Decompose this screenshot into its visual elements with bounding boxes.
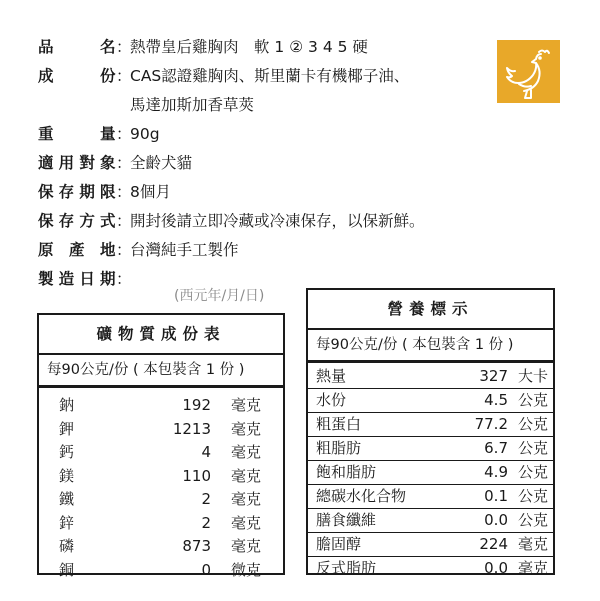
info-label	[38, 178, 116, 207]
nutrient-name: 粗蛋白	[316, 415, 362, 433]
mineral-unit: 毫克	[230, 466, 261, 485]
mineral-unit: 微克	[230, 560, 261, 579]
info-row	[38, 178, 498, 207]
label-char: 象	[99, 154, 116, 172]
mineral-name: 鋅	[59, 513, 75, 532]
info-row	[38, 236, 498, 265]
label-char: 用	[58, 154, 75, 172]
info-colon: ：	[116, 125, 132, 143]
label-char: 造	[58, 270, 75, 288]
mineral-unit: 毫克	[230, 443, 261, 461]
info-colon: ：	[116, 270, 132, 288]
nutrient-value: 4.5	[484, 391, 508, 409]
mineral-row	[39, 559, 283, 583]
nutrient-value: 6.7	[484, 439, 508, 457]
label-char: 限	[99, 183, 116, 201]
date-format-hint: (西元年/月/日)	[174, 288, 265, 304]
info-label	[38, 120, 116, 149]
info-value-text: 8個月	[130, 183, 171, 201]
info-label	[38, 33, 116, 62]
nutrient-unit: 公克	[517, 463, 548, 481]
mineral-unit: 毫克	[230, 419, 261, 438]
nutrition-row	[308, 485, 553, 509]
nutrition-rows	[308, 363, 553, 580]
nutrition-row	[308, 365, 553, 389]
nutrient-value: 77.2	[474, 415, 508, 433]
label-char: 重	[38, 125, 55, 143]
nutrition-serving: 每90公克/份 ( 本包裝含 1 份 )	[308, 330, 553, 363]
nutrition-table-title: 營養標示	[308, 290, 553, 330]
label-char: 期	[99, 270, 116, 288]
info-value-text: CAS認證雞胸肉、斯里蘭卡有機椰子油、	[130, 67, 410, 85]
mineral-value: 4	[201, 443, 211, 461]
mineral-row	[39, 441, 283, 465]
mineral-name: 鉀	[59, 419, 75, 438]
info-label	[38, 149, 116, 178]
label-char: 方	[79, 212, 96, 230]
mineral-name: 鈣	[59, 443, 75, 461]
nutrition-row	[308, 533, 553, 557]
nutrient-value: 224	[479, 535, 508, 553]
nutrient-name: 總碳水化合物	[316, 487, 407, 505]
mineral-row	[39, 465, 283, 489]
info-value	[130, 236, 498, 265]
info-colon: ：	[116, 154, 132, 172]
info-colon: ：	[116, 183, 132, 201]
mineral-rows	[39, 388, 283, 582]
label-char: 期	[79, 183, 96, 201]
info-row	[38, 149, 498, 178]
label-char: 存	[58, 183, 75, 201]
nutrition-row	[308, 413, 553, 437]
info-value	[130, 149, 498, 178]
label-char: 式	[99, 212, 116, 230]
nutrient-name: 粗脂肪	[316, 439, 362, 457]
mineral-value: 0	[201, 560, 211, 579]
label-char: 保	[38, 183, 55, 201]
mineral-unit: 毫克	[230, 537, 261, 555]
mineral-name: 銅	[59, 560, 75, 579]
nutrient-name: 熱量	[316, 367, 347, 385]
mineral-row	[39, 488, 283, 512]
nutrient-unit: 毫克	[517, 559, 548, 577]
nutrition-row	[308, 461, 553, 485]
mineral-row	[39, 418, 283, 442]
nutrient-name: 膳食纖維	[316, 511, 377, 529]
mineral-serving: 每90公克/份 ( 本包裝含 1 份 )	[39, 355, 283, 388]
nutrient-unit: 公克	[517, 511, 548, 529]
nutrient-unit: 毫克	[517, 535, 548, 553]
info-row	[38, 120, 498, 149]
nutrient-name: 反式脂肪	[316, 559, 377, 577]
info-colon: ：	[116, 38, 132, 56]
info-colon: ：	[116, 67, 132, 85]
info-value-text: 90g	[130, 125, 160, 143]
mineral-name: 磷	[59, 537, 75, 555]
nutrition-row	[308, 437, 553, 461]
info-value-text: 台灣純手工製作	[130, 241, 239, 259]
info-label	[38, 265, 116, 294]
mineral-name: 鈉	[59, 396, 75, 414]
mineral-unit: 毫克	[230, 513, 261, 532]
info-value-text-line2: 馬達加斯加香草莢	[130, 96, 255, 114]
nutrient-name: 水份	[316, 391, 347, 409]
nutrition-row	[308, 557, 553, 580]
label-char: 品	[38, 38, 55, 56]
info-row	[38, 62, 498, 120]
mineral-table-title: 礦物質成份表	[39, 315, 283, 355]
label-char: 成	[38, 67, 55, 85]
mineral-name: 鐵	[59, 490, 75, 508]
chicken-logo	[497, 40, 560, 103]
nutrient-unit: 大卡	[517, 367, 548, 385]
mineral-row	[39, 512, 283, 536]
nutrient-unit: 公克	[517, 439, 548, 457]
info-label	[38, 236, 116, 265]
label-char: 製	[38, 270, 55, 288]
info-row	[38, 207, 498, 236]
info-value-text: 開封後請立即冷藏或冷凍保存，以保新鮮。	[130, 212, 425, 230]
mineral-unit: 毫克	[230, 396, 261, 414]
nutrition-row	[308, 389, 553, 413]
info-label	[38, 207, 116, 236]
mineral-value: 110	[182, 466, 211, 485]
info-value	[130, 33, 498, 62]
info-value	[130, 62, 498, 120]
nutrient-name: 飽和脂肪	[316, 463, 377, 481]
info-value	[130, 178, 498, 207]
label-char: 名	[99, 38, 116, 56]
info-value	[130, 120, 498, 149]
label-char: 原	[38, 241, 55, 259]
label-char: 保	[38, 212, 55, 230]
mineral-unit: 毫克	[230, 490, 261, 508]
info-row	[38, 33, 498, 62]
nutrient-unit: 公克	[517, 415, 548, 433]
nutrient-unit: 公克	[517, 391, 548, 409]
nutrient-unit: 公克	[517, 487, 548, 505]
label-char: 產	[68, 241, 85, 259]
mineral-value: 2	[201, 490, 211, 508]
mineral-value: 1213	[172, 419, 211, 438]
info-colon: ：	[116, 241, 132, 259]
nutrient-value: 0.1	[484, 487, 508, 505]
label-char: 存	[58, 212, 75, 230]
info-colon: ：	[116, 212, 132, 230]
chicken-icon	[497, 40, 560, 103]
nutrient-value: 0.0	[484, 511, 508, 529]
label-char: 量	[99, 125, 116, 143]
nutrient-value: 4.9	[484, 463, 508, 481]
nutrient-name: 膽固醇	[316, 535, 362, 553]
nutrient-value: 327	[479, 367, 508, 385]
label-char: 對	[79, 154, 96, 172]
label-char: 地	[99, 241, 116, 259]
label-char: 日	[79, 270, 96, 288]
info-value-text: 全齡犬貓	[130, 154, 193, 172]
mineral-row	[39, 535, 283, 559]
label-char: 適	[38, 154, 55, 172]
nutrition-row	[308, 509, 553, 533]
mineral-value: 192	[182, 396, 211, 414]
mineral-name: 鎂	[59, 466, 75, 485]
info-value-text: 熱帶皇后雞胸肉 軟 1 ② 3 4 5 硬	[130, 38, 368, 56]
info-value	[130, 207, 498, 236]
mineral-row	[39, 394, 283, 418]
mineral-value: 873	[182, 537, 211, 555]
info-label	[38, 62, 116, 91]
nutrition-table	[306, 288, 555, 575]
mineral-table	[37, 313, 285, 579]
product-info	[38, 33, 498, 294]
label-char: 份	[99, 67, 116, 85]
mineral-value: 2	[201, 513, 211, 532]
nutrient-value: 0.0	[484, 559, 508, 577]
